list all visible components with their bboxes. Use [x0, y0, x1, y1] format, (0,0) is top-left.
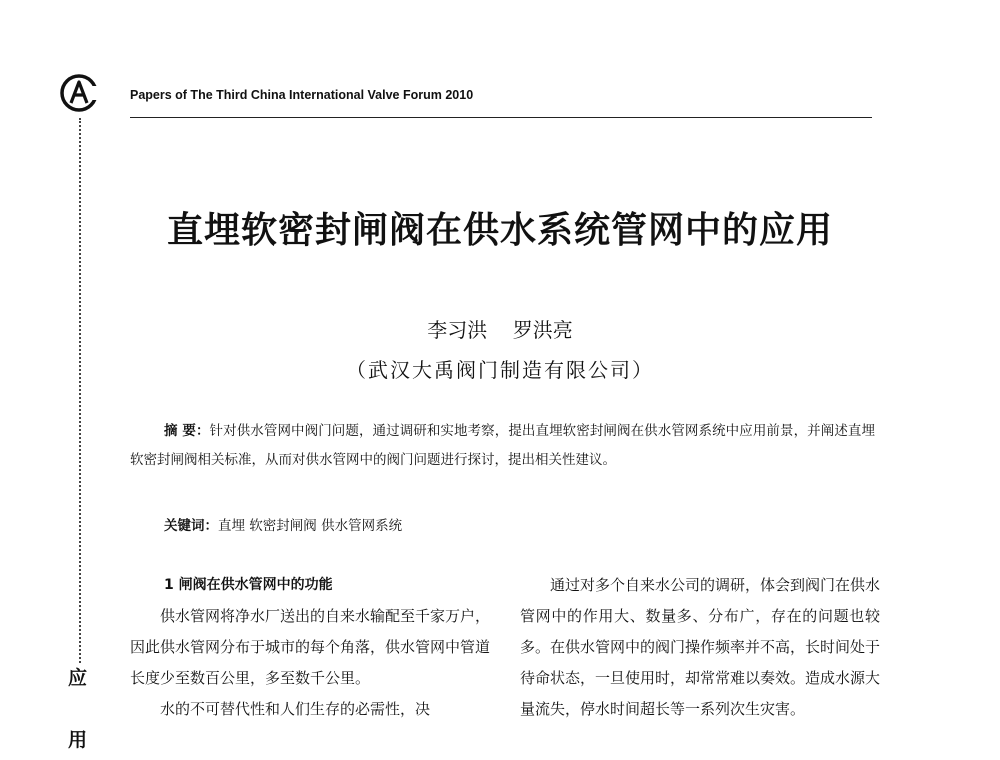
- section-heading: 1 闸阀在供水管网中的功能: [164, 577, 333, 593]
- logo-text: CA: [58, 72, 60, 73]
- abstract-label: 摘 要：: [164, 423, 210, 439]
- header-divider: [130, 117, 872, 118]
- series-header: Papers of The Third China International Valve Forum 2010: [130, 88, 474, 102]
- abstract: [130, 417, 875, 475]
- body-paragraph: 通过对多个自来水公司的调研，体会到阀门在供水管网中的作用大、数量多、分布广，存在的问题也较多。在供水管网中的阀门操作频率并不高，长时间处于待命状态，一旦使用时，却常常难以奏效。造成水源大量流失，停水时间超长等一系列次生灾害。: [520, 576, 881, 718]
- forum-logo-icon: [58, 72, 100, 114]
- keywords-label: 关键词：: [164, 518, 218, 534]
- body-paragraph: 供水管网将净水厂送出的自来水输配至千家万户，因此供水管网分布于城市的每个角落，供水管网中管道长度少至数百公里，多至数千公里。: [130, 607, 491, 687]
- affiliation: （武汉大禹阀门制造有限公司）: [346, 358, 654, 382]
- side-dotted-line: [79, 118, 81, 663]
- paper-title: 直埋软密封闸阀在供水系统管网中的应用: [166, 209, 833, 251]
- body-column-right: [520, 570, 880, 725]
- side-char-top: 应: [68, 667, 88, 689]
- authors: 李习洪 罗洪亮: [427, 318, 573, 342]
- body-column-left: [130, 570, 490, 725]
- keywords: [164, 514, 402, 534]
- keywords-text: 直埋 软密封闸阀 供水管网系统: [218, 518, 403, 534]
- side-char-bottom: 用: [68, 729, 88, 751]
- abstract-text: 针对供水管网中阀门问题，通过调研和实地考察，提出直埋软密封闸阀在供水管网系统中应用前景，并阐述直埋软密封闸阀相关标准，从而对供水管网中的阀门问题进行探讨，提出相关性建议。: [130, 423, 875, 468]
- body-paragraph: 水的不可替代性和人们生存的必需性，决: [160, 700, 431, 718]
